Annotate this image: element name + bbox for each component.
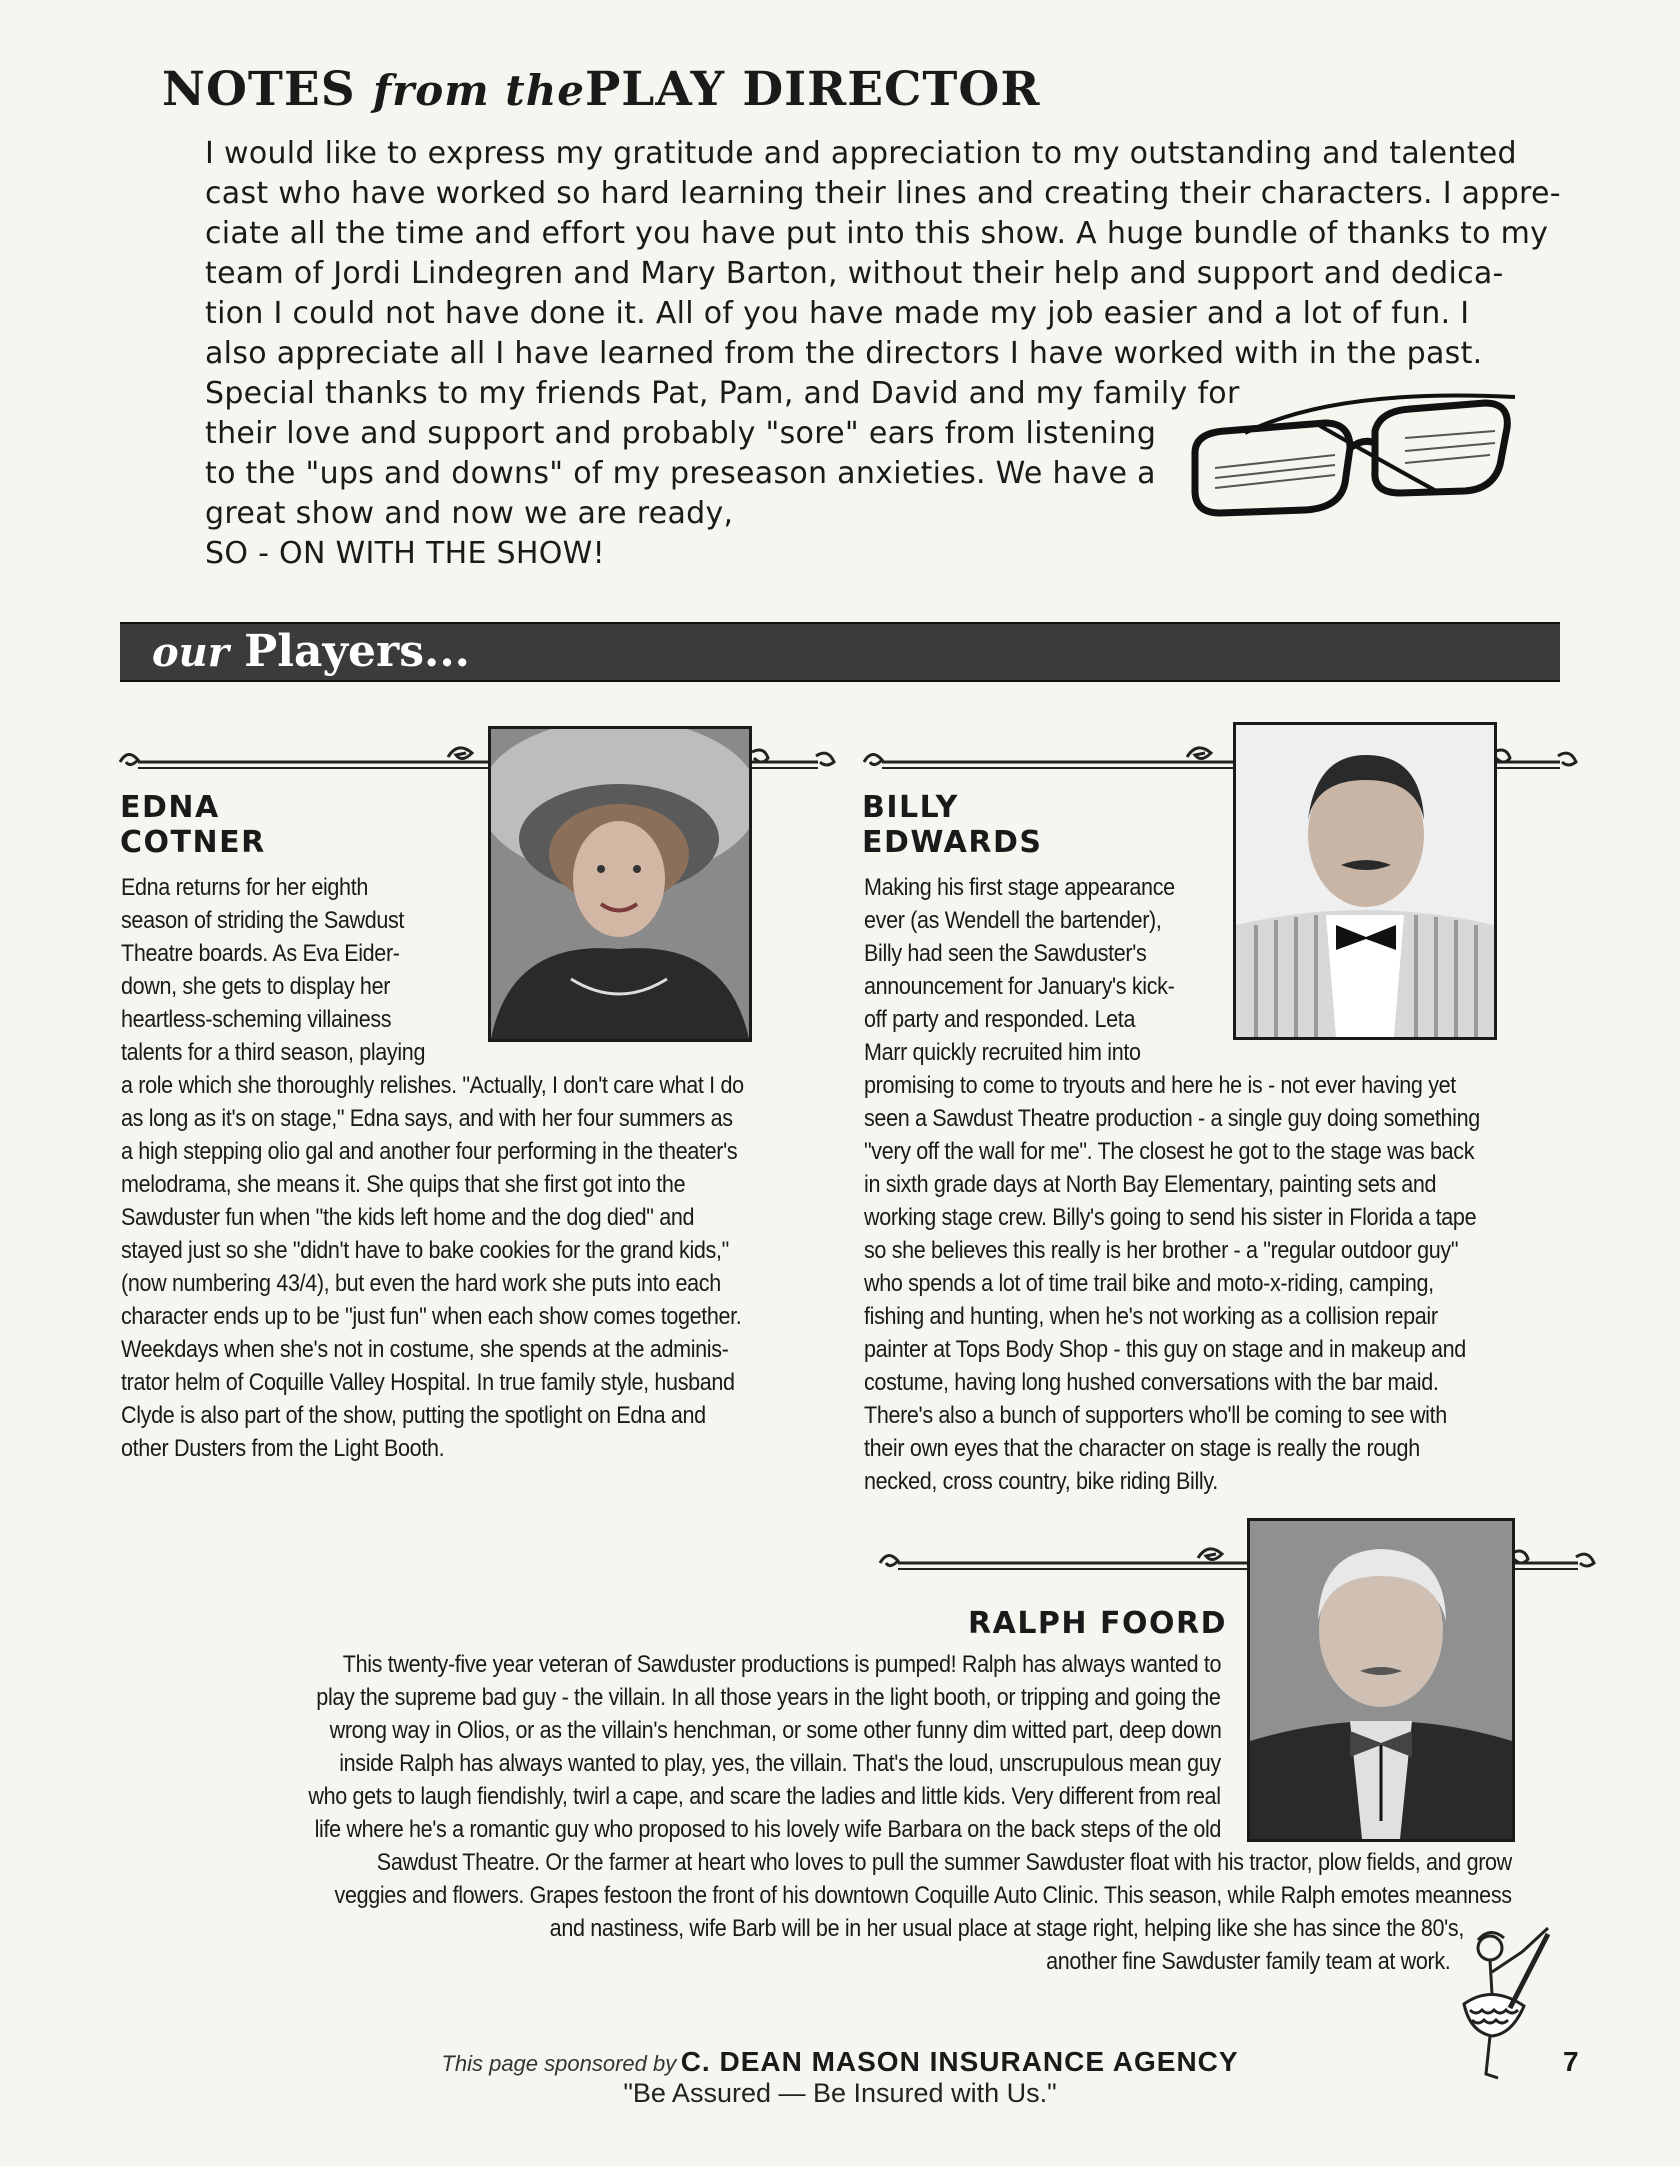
- photo-edna-cotner: [488, 726, 752, 1042]
- banner-players: Players...: [244, 626, 470, 677]
- note-line: cast who have worked so hard learning their lines and creating their characters. I appre-: [205, 176, 1561, 211]
- note-line: ciate all the time and effort you have put into this show. A huge bundle of thanks to my: [205, 216, 1549, 251]
- note-line: SO - ON WITH THE SHOW!: [205, 536, 605, 571]
- sponsor-agency: C. DEAN MASON INSURANCE AGENCY: [680, 2046, 1239, 2077]
- note-line: to the "ups and downs" of my preseason anxieties. We have a: [205, 456, 1156, 491]
- curtain-rod-icon: [748, 742, 838, 792]
- curtain-rod-icon: [878, 1543, 1250, 1593]
- note-line: also appreciate all I have learned from the directors I have worked with in the past.: [205, 336, 1483, 371]
- player-name-ralph: RALPH FOORD: [968, 1606, 1227, 1641]
- heading-play-director: PLAY DIRECTOR: [584, 62, 1041, 117]
- sponsor-tagline: "Be Assured — Be Insured with Us.": [623, 2078, 1057, 2108]
- sponsor-prefix: This page sponsored by: [441, 2051, 677, 2076]
- page-number: 7: [1563, 2046, 1579, 2077]
- note-line: Special thanks to my friends Pat, Pam, and David and my family for: [205, 376, 1240, 411]
- curtain-rod-icon: [1490, 742, 1580, 792]
- note-line: team of Jordi Lindegren and Mary Barton, without their help and support and dedica-: [205, 256, 1504, 291]
- player-name-edna: EDNA COTNER: [120, 790, 266, 860]
- photo-billy-edwards: [1233, 722, 1497, 1040]
- note-line: tion I could not have done it. All of you have made my job easier and a lot of fun. I: [205, 296, 1470, 331]
- heading-from-the: from the: [373, 66, 585, 115]
- players-banner: [120, 622, 1560, 682]
- director-heading: [162, 62, 1040, 117]
- photo-ralph-foord: [1247, 1518, 1515, 1842]
- banner-our: our: [152, 629, 229, 676]
- curtain-rod-icon: [1508, 1543, 1598, 1593]
- eyeglasses-icon: [1185, 393, 1525, 528]
- note-line: great show and now we are ready,: [205, 496, 734, 531]
- note-line: their love and support and probably "sore" ears from listening: [205, 416, 1157, 451]
- heading-notes: NOTES: [162, 62, 356, 117]
- note-line: I would like to express my gratitude and appreciation to my outstanding and talented: [205, 136, 1517, 171]
- player-name-billy: BILLY EDWARDS: [862, 790, 1043, 860]
- footer-sponsor: [0, 2046, 1680, 2078]
- curtain-rod-icon: [862, 742, 1237, 792]
